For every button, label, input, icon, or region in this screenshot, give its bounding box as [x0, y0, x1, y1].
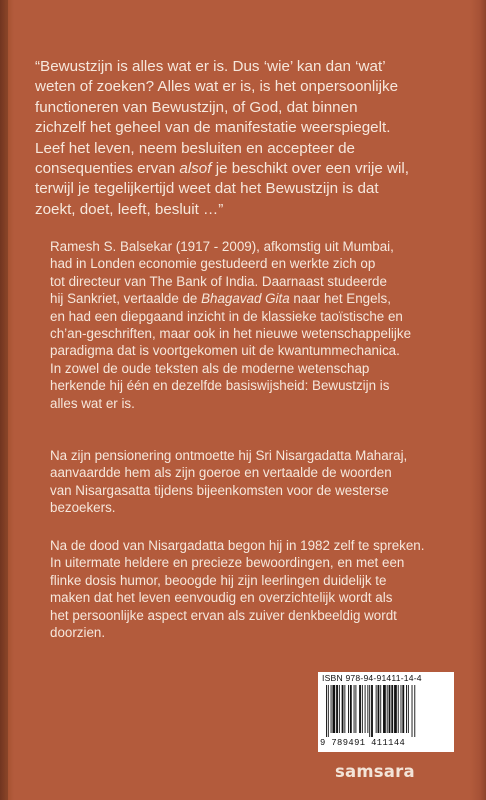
bio-p2-text: Na zijn pensionering ontmoette hij Sri Nisargadatta Maharaj, aanvaardde hem als zijn goeroe en vertaalde de woorden van Nisargasatta tijdens bijeenkomsten voor de westerse bezoekers.	[50, 448, 408, 516]
bio-p1-text-2: naar het Engels, en had een diepgaand inzicht in de klassieke taoïstische en ch’an-geschriften, maar ook in het nieuwe wetenschappelijke paradigma dat is voortgekomen uit de kwantummechanica. In zowel de oude teksten als de moderne wetenschap herkende hij één en dezelfde basiswijsheid: Bewustzijn is alles wat er is.	[50, 291, 412, 411]
spine-edge	[0, 0, 8, 800]
barcode-bar	[354, 685, 355, 733]
isbn-number: ISBN 978-94-91411-14-4	[322, 673, 422, 683]
bio-p3-text: Na de dood van Nisargadatta begon hij in 1982 zelf te spreken. In uitermate heldere en precieze bewoordingen, en met een flinke dosis humor, beoogde hij zijn leerlingen duidelijk te maken dat het leven eenvoudig en overzichtelijk wordt als het persoonlijke aspect ervan als zuiver denkbeeldig wordt doorzien.	[50, 538, 425, 641]
back-cover-quote	[35, 57, 455, 220]
barcode-bar	[376, 685, 377, 733]
quote-text-2: je beschikt over een vrije wil, terwijl je tegelijkertijd weet dat het Bewustzijn is dat zoekt, doet, leeft, besluit …”	[35, 160, 410, 218]
bio-book-title: Bhagavad Gita	[201, 291, 290, 307]
barcode-bar	[348, 685, 349, 733]
author-bio-paragraph-3	[50, 537, 460, 641]
barcode-bar	[328, 685, 329, 737]
barcode-bar	[342, 685, 344, 733]
barcode-bar	[414, 685, 415, 737]
barcode-bar	[408, 685, 409, 733]
barcode-bar	[355, 685, 356, 733]
barcode-bar	[394, 685, 397, 733]
quote-text-1: “Bewustzijn is alles wat er is. Dus ‘wie’ kan dan ‘wat’ weten of zoeken? Alles wat er is, is het onpersoonlijke functioneren van Bewustzijn, of God, dat binnen zichzelf het geheel van de manifestatie weerspiegelt. Leef het leven, neem besluiten en accepteer de consequenties ervan	[35, 58, 399, 178]
barcode-bar	[336, 685, 338, 733]
barcode-bar	[371, 685, 373, 737]
barcode-bar	[339, 685, 340, 733]
barcode-bar	[362, 685, 363, 733]
barcode-bar	[331, 685, 332, 733]
barcode-label	[318, 672, 454, 752]
barcode-bar	[398, 685, 399, 733]
quote-italic-word: alsof	[179, 160, 212, 178]
barcode-bar	[406, 685, 407, 733]
barcode-bar	[332, 685, 335, 733]
barcode-bar	[391, 685, 393, 733]
barcode-bar	[389, 685, 391, 733]
barcode-bar	[365, 685, 366, 733]
barcode-bar	[380, 685, 381, 733]
barcode-bar	[369, 685, 370, 737]
bio-p1-text-1: Ramesh S. Balsekar (1917 - 2009), afkomstig uit Mumbai, had in Londen economie gestudeerd en werkte zich op tot directeur van The Bank of India. Daarnaast studeerde hij Sankriet, vertaalde de	[50, 239, 394, 307]
barcode-bar	[367, 685, 368, 733]
barcode-bar	[387, 685, 388, 733]
barcode-digits: 9 789491 411144	[320, 738, 406, 748]
author-bio-paragraph-1	[50, 238, 460, 412]
barcode-bar	[412, 685, 413, 737]
barcode-bars	[326, 685, 448, 737]
barcode-bar	[350, 685, 352, 733]
barcode-bar	[401, 685, 402, 733]
barcode-bar	[359, 685, 361, 733]
barcode-bar	[383, 685, 386, 733]
barcode-bar	[326, 685, 327, 737]
publisher-logo: samsara	[335, 762, 415, 781]
barcode-bar	[402, 685, 404, 733]
barcode-bar	[378, 685, 380, 733]
barcode-bar	[344, 685, 345, 733]
author-bio-paragraph-2	[50, 447, 460, 517]
